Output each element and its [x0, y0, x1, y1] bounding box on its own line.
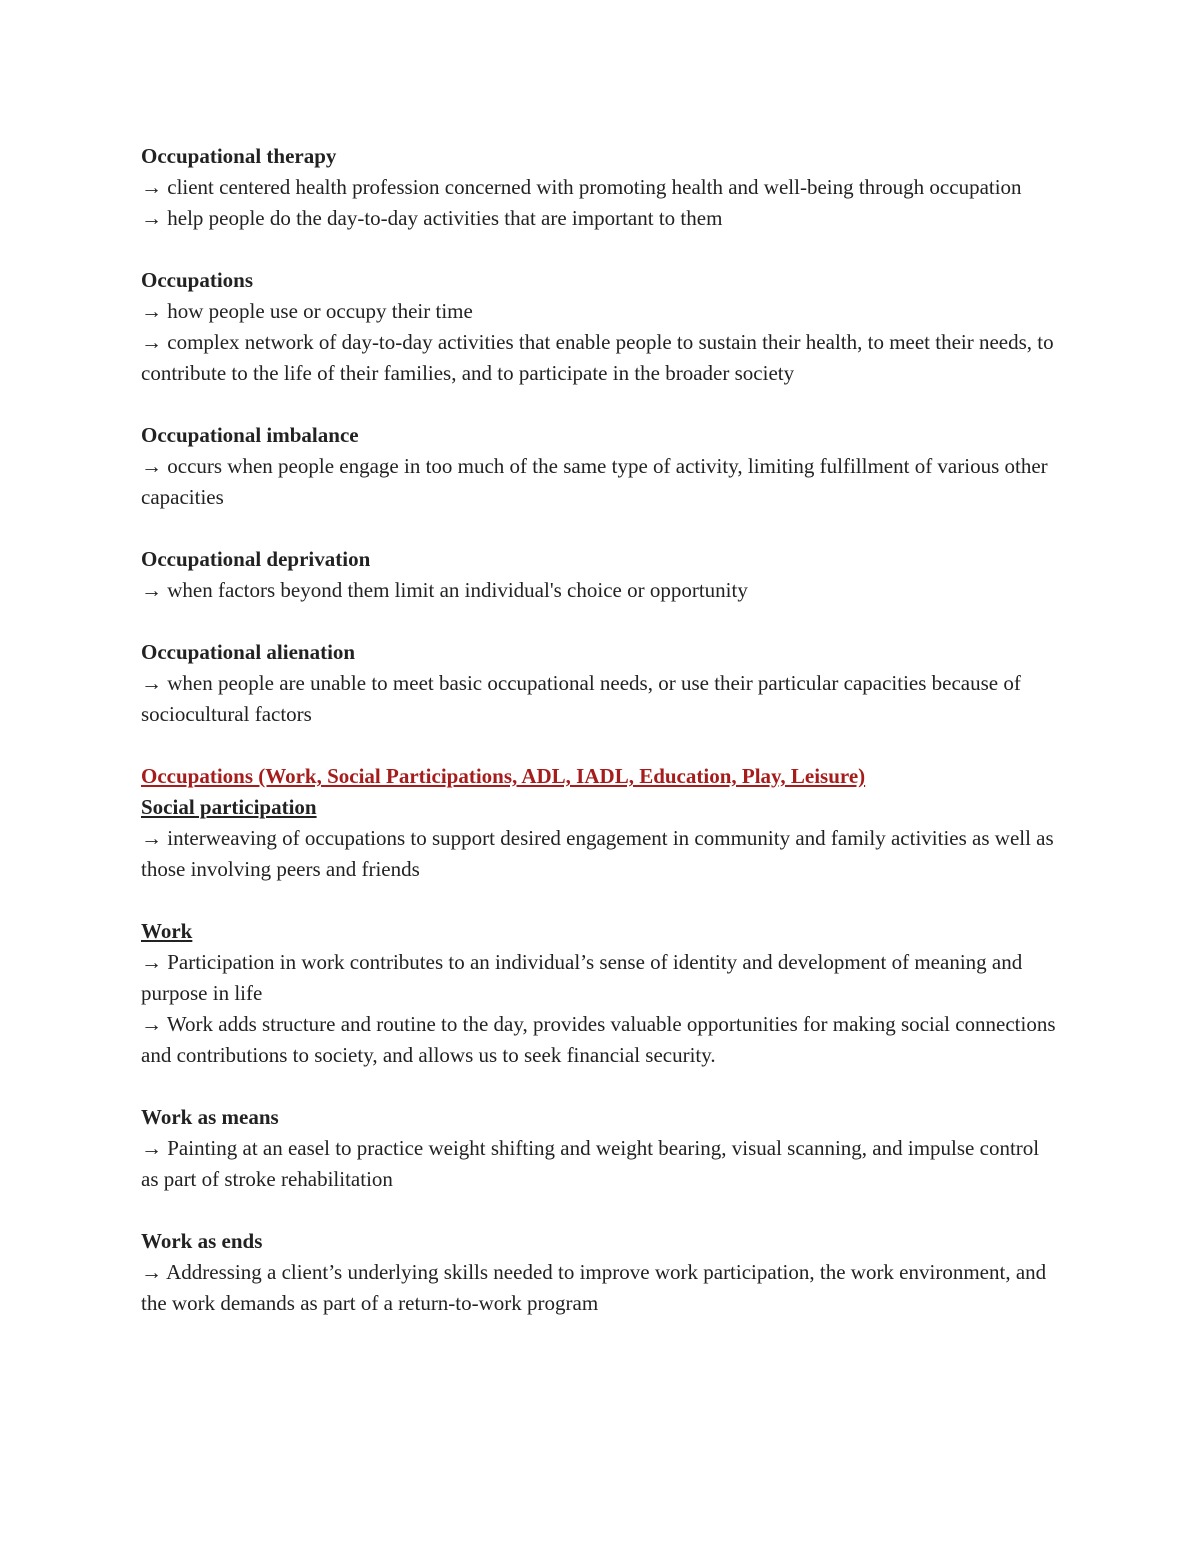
- section-work-as-means: [141, 1102, 1061, 1195]
- definition-line: → help people do the day-to-day activities that are important to them: [141, 206, 723, 230]
- section-heading: Occupational deprivation: [141, 547, 371, 571]
- section-heading: Work as means: [141, 1105, 279, 1129]
- section-occupational-alienation: [141, 637, 1061, 730]
- section-heading: Work: [141, 919, 193, 943]
- section-occupational-imbalance: [141, 420, 1061, 513]
- section-occupational-therapy: [141, 141, 1061, 234]
- section-work: [141, 916, 1061, 1071]
- definition-line: → when people are unable to meet basic occupational needs, or use their particular capacities because of sociocultural factors: [141, 671, 1021, 726]
- section-occupation-categories: [141, 761, 1061, 792]
- section-heading: Occupations: [141, 268, 254, 292]
- definition-line: → interweaving of occupations to support desired engagement in community and family activities as well as those involving peers and friends: [141, 826, 1054, 881]
- definition-line: → how people use or occupy their time: [141, 299, 473, 323]
- definition-line: → when factors beyond them limit an individual's choice or opportunity: [141, 578, 748, 602]
- section-heading: Occupational imbalance: [141, 423, 359, 447]
- definition-line: → Participation in work contributes to an individual’s sense of identity and development of meaning and purpose in life: [141, 950, 1023, 1005]
- definition-line: → client centered health profession concerned with promoting health and well-being through occupation: [141, 175, 1022, 199]
- section-occupations: [141, 265, 1061, 389]
- section-work-as-ends: [141, 1226, 1061, 1319]
- section-heading: Occupational alienation: [141, 640, 356, 664]
- section-social-participation: [141, 792, 1061, 885]
- category-heading-link[interactable]: Occupations (Work, Social Participations, ADL, IADL, Education, Play, Leisure): [141, 764, 866, 788]
- section-occupational-deprivation: [141, 544, 1061, 606]
- definition-line: → Addressing a client’s underlying skills needed to improve work participation, the work environment, and the work demands as part of a return-to-work program: [141, 1260, 1047, 1315]
- document-page: [141, 141, 1061, 1350]
- definition-line: → Work adds structure and routine to the day, provides valuable opportunities for making social connections and contributions to society, and allows us to seek financial security.: [141, 1012, 1056, 1067]
- section-heading: Occupational therapy: [141, 144, 337, 168]
- definition-line: → Painting at an easel to practice weight shifting and weight bearing, visual scanning, and impulse control as part of stroke rehabilitation: [141, 1136, 1040, 1191]
- section-heading: Work as ends: [141, 1229, 263, 1253]
- section-heading: Social participation: [141, 795, 317, 819]
- definition-line: → complex network of day-to-day activities that enable people to sustain their health, to meet their needs, to contribute to the life of their families, and to participate in the broader society: [141, 330, 1054, 385]
- definition-line: → occurs when people engage in too much of the same type of activity, limiting fulfillment of various other capacities: [141, 454, 1048, 509]
